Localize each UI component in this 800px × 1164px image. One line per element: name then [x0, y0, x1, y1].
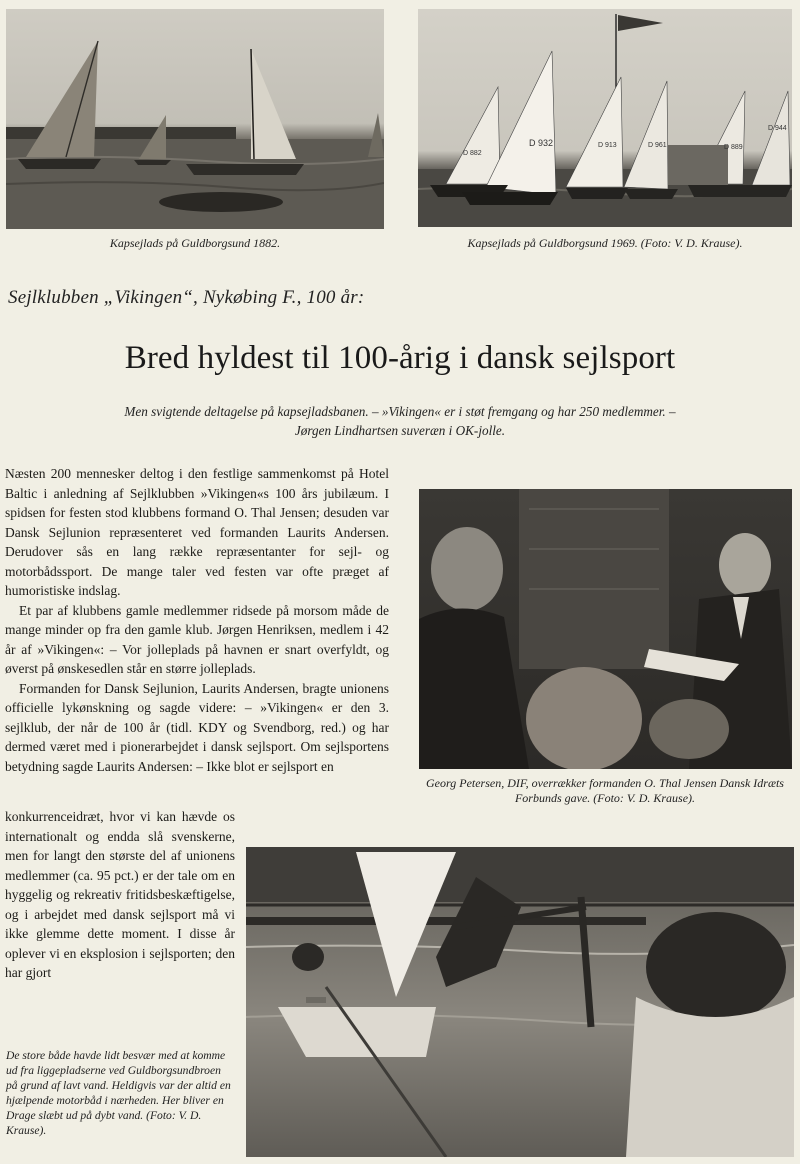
paragraph-2: Et par af klubbens gamle medlemmer ridsede på morsom måde de mange minder op fra den gamle klub. Jørgen Henriksen, medlem i 42 år af »Vikingen«: – Vor jolleplads på havnen er snart overfyldt, og øverst på ønskesedlen står en større jolleplads.: [5, 602, 389, 676]
caption-regatta-1882: Kapsejlads på Guldborgsund 1882.: [109, 236, 281, 250]
paragraph-1: Næsten 200 mennesker deltog i den festlige sammenkomst på Hotel Baltic i anledning af Sejlklubben »Vikingen«s 100 års jubilæum. I spidsen for festen stod klubbens formand O. Thal Jensen; desuden var Dansk Sejlunion repræsenteret ved formanden Laurits Andersen. Derudover sås en lang række repræsentanter for sejl- og motorbådssport. De mange taler ved festen var ofte præget af humoristiske indslag.: [5, 466, 389, 598]
caption-gift-ceremony: Georg Petersen, DIF, overrækker formanden O. Thal Jensen Dansk Idræts Forbunds gave. (Foto: V. D. Krause).: [426, 776, 784, 805]
caption-harbour-tow: De store både havde lidt besvær med at komme ud fra liggepladserne ved Guldborgsundbroen på grund af lavt vand. Heldigvis var der altid en hjælpende motorbåd i nærheden. Her bliver en Drage slæbt ud på dybt vand. (Foto: V. D. Krause).: [6, 1049, 231, 1137]
subhead-line-1: Men svigtende deltagelse på kapsejladsbanen. – »Vikingen« er i støt fremgang og har 250 medlemmer. –: [124, 404, 676, 419]
svg-text:D 913: D 913: [598, 142, 617, 149]
article-subhead: [20, 402, 780, 440]
subhead-line-2: Jørgen Lindhartsen suveræn i OK-jolle.: [294, 423, 506, 438]
article-body-column: [5, 464, 389, 776]
svg-text:D 882: D 882: [463, 150, 482, 157]
svg-text:D 961: D 961: [648, 142, 667, 149]
paragraph-3-continued: konkurrenceidræt, hvor vi kan hævde os internationalt og endda slå svenskerne, men for langt den største del af unionens medlemmer (ca. 95 pct.) er der tale om en hyggelig og rekreativ fritidsbeskæftigelse, og i arbejdet med dansk sejlsport må vi ikke glemme dette moment. I disse år oplever vi en eksplosion i sejlsporten; den har gjort: [5, 809, 235, 980]
paragraph-3: Formanden for Dansk Sejlunion, Laurits Andersen, bragte unionens officielle lykønskning og sagde videre: – »Vikingen« er den 3. sejlklub, der når de 100 år (tidl. KDY og Svendborg, red.) og har dermed været med i pionerarbejdet i dansk sejlsport. Om sejlsportens betydning sagde Laurits Andersen: – Ikke blot er sejlsport en: [5, 680, 389, 774]
article-kicker: Sejlklubben „Vikingen“, Nykøbing F., 100 år:: [8, 287, 365, 308]
article-headline: Bred hyldest til 100-årig i dansk sejlsport: [124, 340, 676, 376]
photo-harbour-tow: [246, 847, 794, 1157]
svg-text:D 944: D 944: [768, 125, 787, 132]
caption-regatta-1969: Kapsejlads på Guldborgsund 1969. (Foto: V. D. Krause).: [467, 236, 743, 250]
svg-text:D 889: D 889: [724, 144, 743, 151]
article-body-continuation: [5, 807, 235, 983]
svg-text:D 932: D 932: [529, 138, 554, 148]
photo-regatta-1882: [6, 9, 384, 229]
photo-gift-ceremony: [419, 489, 792, 769]
photo-regatta-1969: [418, 9, 792, 227]
